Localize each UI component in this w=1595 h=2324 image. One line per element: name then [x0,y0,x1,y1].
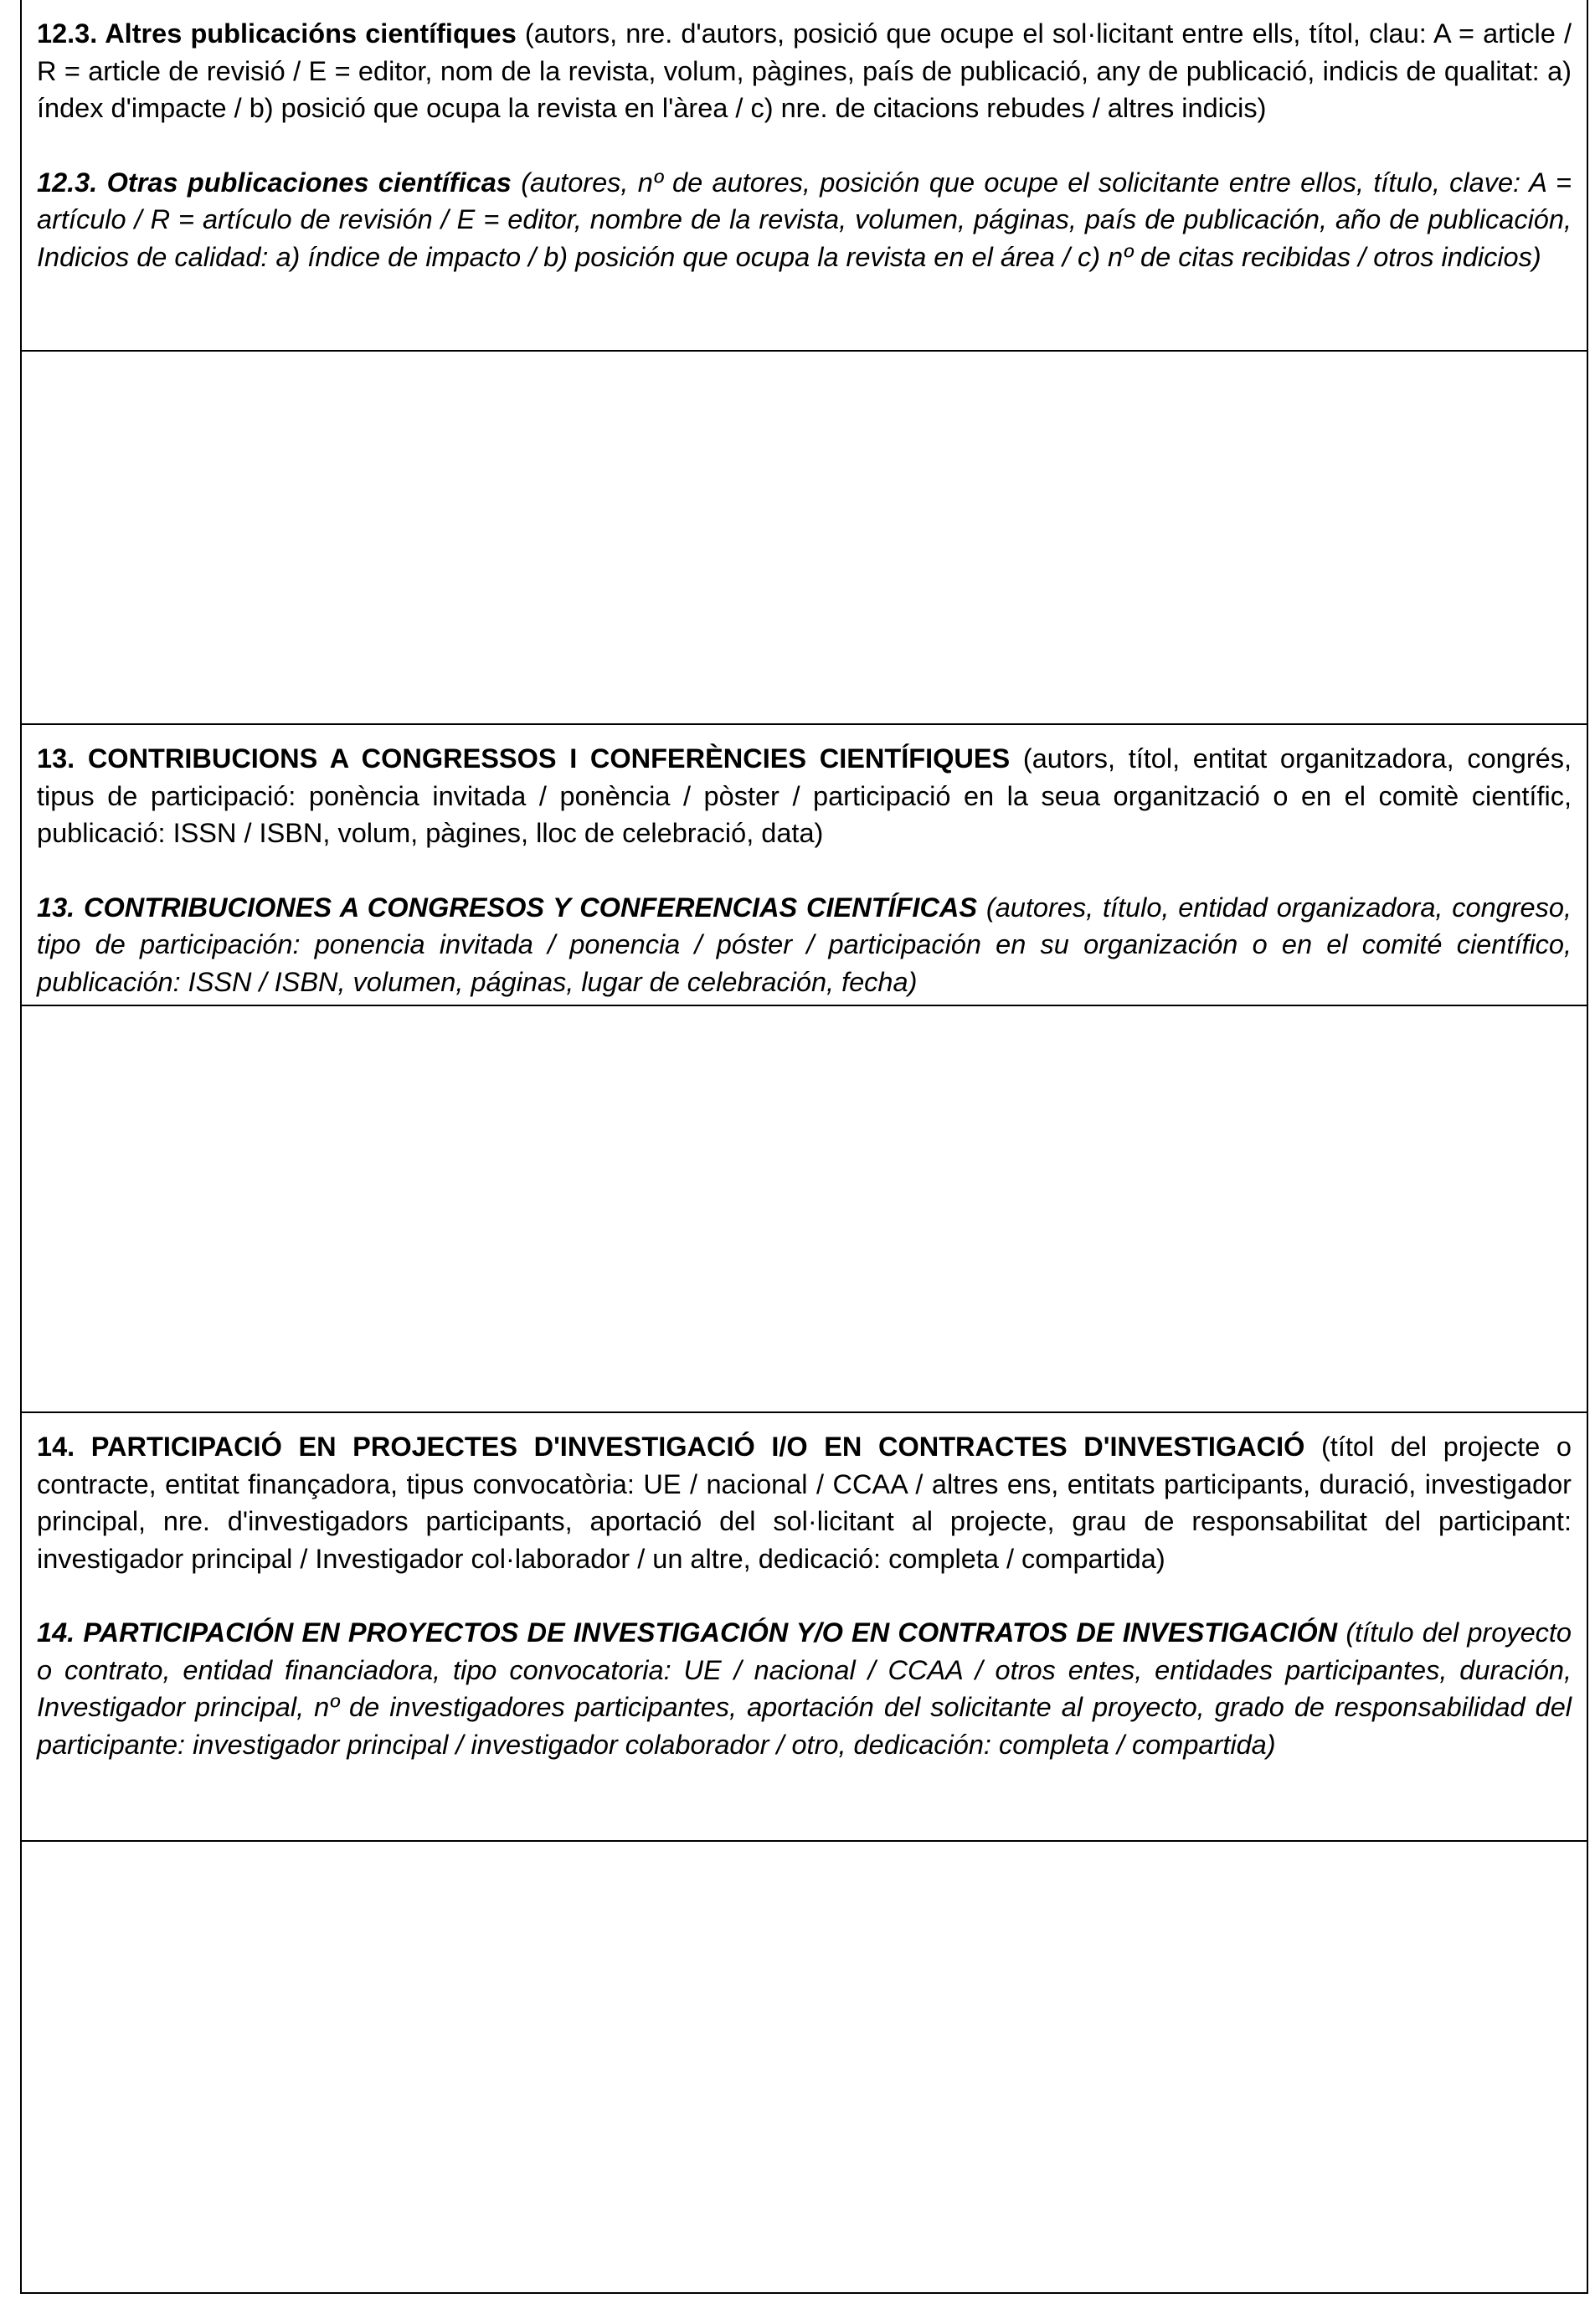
section-12-3-catalan-text: (autors, nre. d'autors, posició que ocupe el sol·licitant entre ells, títol, clau: A = article / R = article de revisió / E = editor, nom de la revista, volum, pàgines, país de publicació, any de publicació, indicis de qualitat: a) índex d'impacte / b) posició que ocupa la revista en l'àrea / c) nre. de citacions rebudes / altres indicis) [37,18,1572,123]
section-12-3-spanish-text: (autores, nº de autores, posición que ocupe el solicitante entre ellos, título, clave: A = artículo / R = artículo de revisión / E = editor, nombre de la revista, volumen, páginas, país de publicación, año de publicación, Indicios de calidad: a) índice de impacto / b) posición que ocupa la revista en el área / c) nº de citas recibidas / otros indicios) [37,167,1572,272]
section-14-catalan [37,1428,1572,1577]
section-13-catalan-title: 13. CONTRIBUCIONS A CONGRESSOS I CONFERÈNCIES CIENTÍFIQUES [37,743,1011,774]
section-12-3-spanish-title: 12.3. Otras publicaciones científicas [37,167,512,198]
section-12-3-catalan-title: 12.3. Altres publicacións científiques [37,18,517,49]
section-12-3-catalan [37,15,1572,127]
section-12-3-spanish [37,164,1572,276]
section-14-catalan-title: 14. PARTICIPACIÓ EN PROJECTES D'INVESTIGACIÓ I/O EN CONTRACTES D'INVESTIGACIÓ [37,1432,1305,1462]
section-14-spanish-title: 14. PARTICIPACIÓN EN PROYECTOS DE INVESTIGACIÓN Y/O EN CONTRATOS DE INVESTIGACIÓN [37,1617,1338,1648]
section-14-spanish-text: (título del proyecto o contrato, entidad financiadora, tipo convocatoria: UE / nacional / CCAA / otros entes, entidades participantes, duración, Investigador principal, nº de investigadores participantes, aportación del solicitante al proyecto, grado de responsabilidad del participante: investigador principal / investigador colaborador / otro, dedicación: completa / compartida) [37,1617,1572,1760]
section-13-catalan [37,740,1572,852]
section-14-header [20,1413,1588,1842]
section-12-3-header [20,0,1588,352]
section-14-answer-field[interactable] [20,1842,1588,2294]
section-13-header [20,725,1588,1006]
section-14-spanish [37,1614,1572,1763]
section-13-spanish-title: 13. CONTRIBUCIONES A CONGRESOS Y CONFERENCIAS CIENTÍFICAS [37,892,978,923]
section-13-answer-field[interactable] [20,1006,1588,1413]
section-12-3-answer-field[interactable] [20,352,1588,725]
section-13-spanish-text: (autores, título, entidad organizadora, congreso, tipo de participación: ponencia invitada / ponencia / póster / participación en su organización o en el comité científico, publicación: ISSN / ISBN, volumen, páginas, lugar de celebración, fecha) [37,892,1572,997]
section-14-catalan-text: (títol del projecte o contracte, entitat finançadora, tipus convocatòria: UE / nacional / CCAA / altres ens, entitats participants, duració, investigador principal, nre. d'investigadors participants, aportació del sol·licitant al projecte, grau de responsabilitat del participant: investigador principal / Investigador col·laborador / un altre, dedicació: completa / compartida) [37,1432,1572,1574]
section-13-spanish [37,889,1572,1001]
section-13-catalan-text: (autors, títol, entitat organitzadora, congrés, tipus de participació: ponència invitada / ponència / pòster / participació en la seua organització o en el comitè científic, publicació: ISSN / ISBN, volum, pàgines, lloc de celebració, data) [37,743,1572,848]
